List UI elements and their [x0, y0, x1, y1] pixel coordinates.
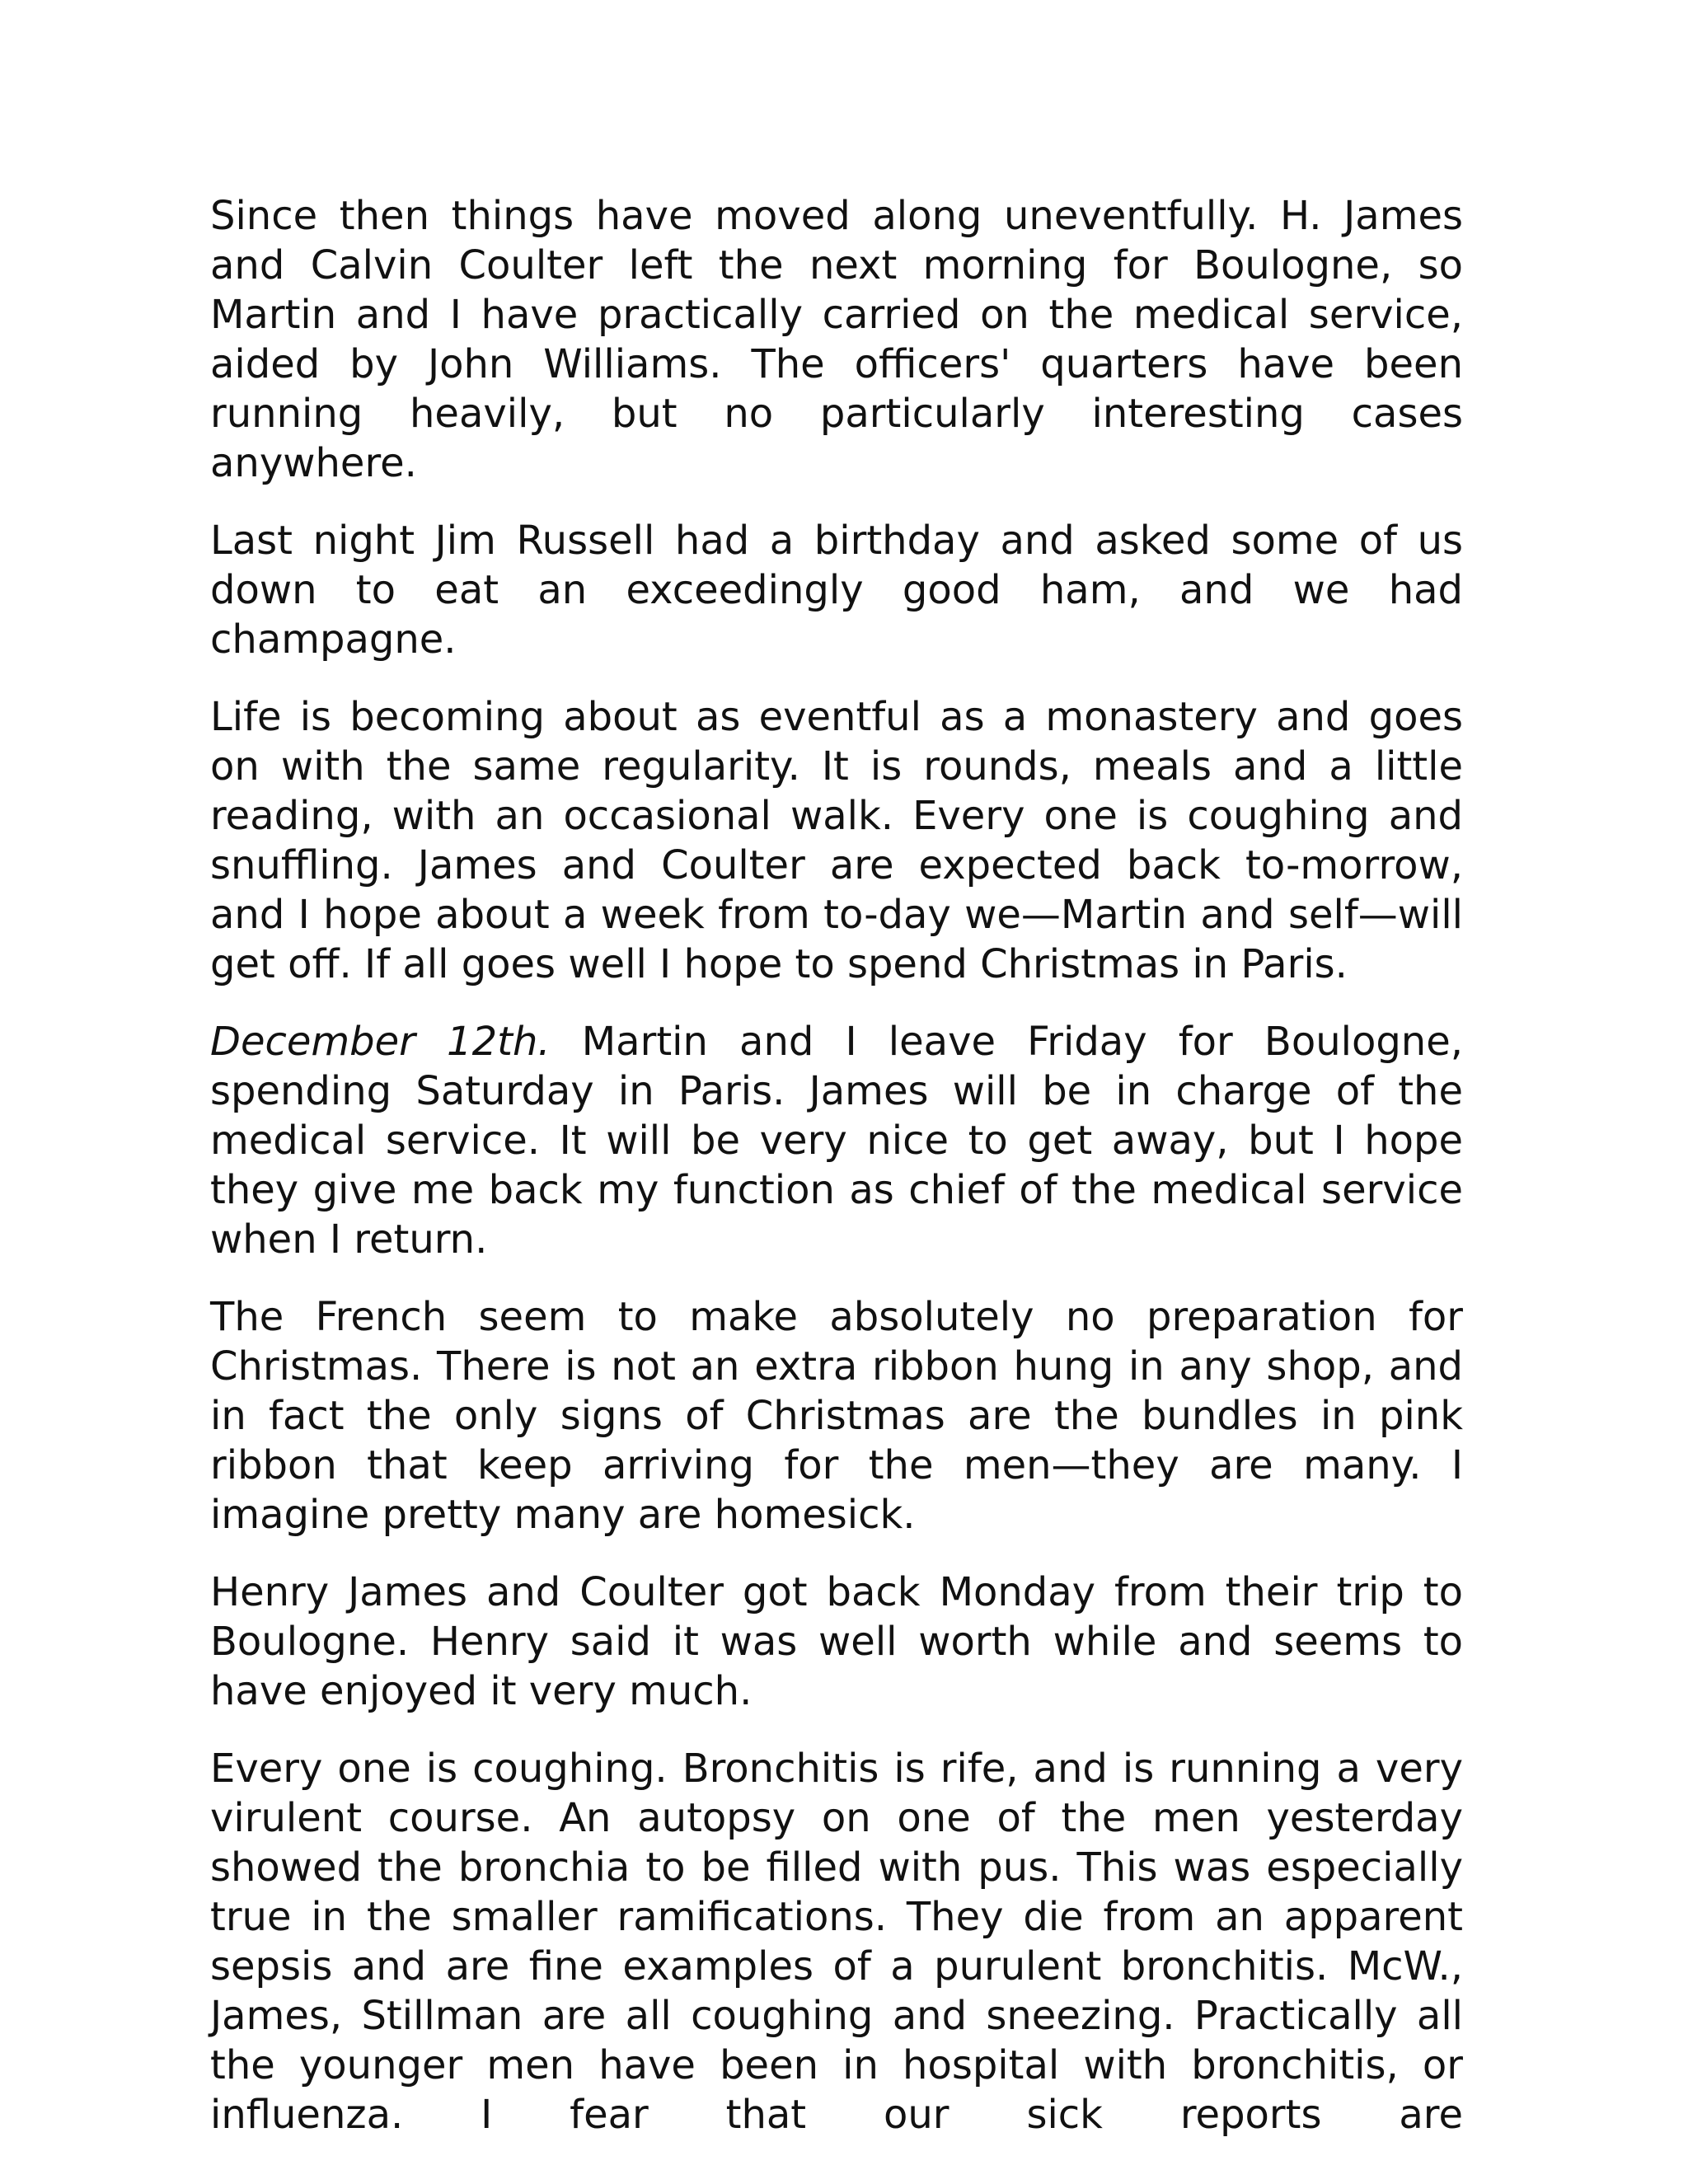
- paragraph-1: Since then things have moved along uneventfully. H. James and Calvin Coulter left the next morning for Boulogne, so Martin and I have practically carried on the medical service, aided by John Williams. The officers' quarters have been running heavily, but no particularly interesting cases anywhere.: [210, 193, 1463, 486]
- paragraph-7: Every one is coughing. Bronchitis is rife, and is running a very virulent course. An autopsy on one of the men yesterday showed the bronchia to be filled with pus. This was especially true in the smaller ramifications. They die from an apparent sepsis and are fine examples of a purulent bronchitis. McW., James, Stillman are all coughing and sneezing. Practically all the younger men have been in hospital with bronchitis, or influenza. I fear that our sick reports are: [210, 1746, 1463, 2138]
- paragraph-2: Last night Jim Russell had a birthday and asked some of us down to eat an exceedingly good ham, and we had champagne.: [210, 518, 1463, 663]
- entry-date: December 12th.: [210, 1019, 551, 1065]
- document-page: [210, 191, 1463, 2139]
- paragraph-5: The French seem to make absolutely no preparation for Christmas. There is not an extra ribbon hung in any shop, and in fact the only signs of Christmas are the bundles in pink ribbon that keep arriving for the men—they are many. I imagine pretty many are homesick.: [210, 1294, 1463, 1538]
- paragraph-6: Henry James and Coulter got back Monday from their trip to Boulogne. Henry said it was well worth while and seems to have enjoyed it very much.: [210, 1569, 1463, 1714]
- paragraph-4-text: Martin and I leave Friday for Boulogne, spending Saturday in Paris. James will be in charge of the medical service. It will be very nice to get away, but I hope they give me back my function as chief of the medical service when I return.: [210, 1019, 1463, 1263]
- paragraph-4: [210, 1017, 1463, 1264]
- paragraph-3: Life is becoming about as eventful as a monastery and goes on with the same regularity. It is rounds, meals and a little reading, with an occasional walk. Every one is coughing and snuffling. James and Coulter are expected back to-morrow, and I hope about a week from to-day we—Martin and self—will get off. If all goes well I hope to spend Christmas in Paris.: [210, 694, 1463, 987]
